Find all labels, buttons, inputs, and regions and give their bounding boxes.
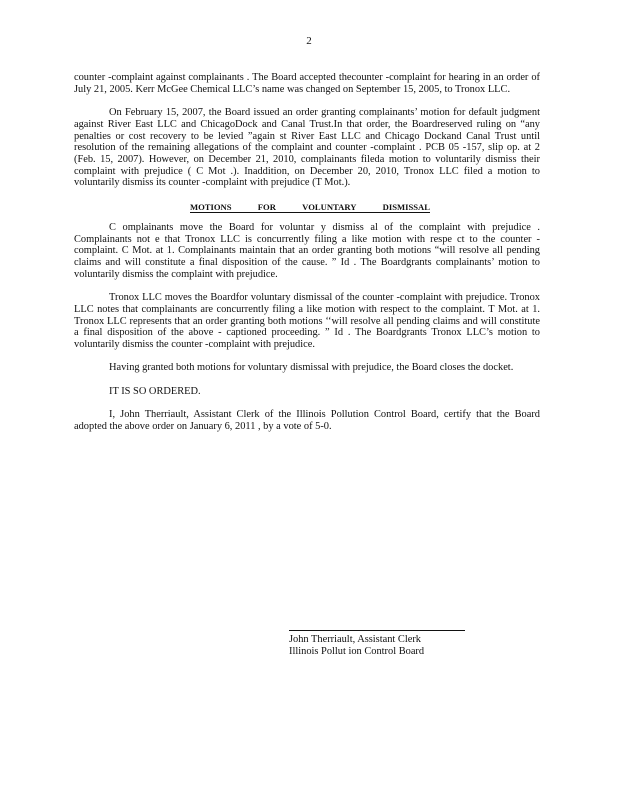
page-number: 2 <box>306 35 312 47</box>
section-heading-voluntary-dismissal <box>190 202 430 213</box>
heading-word: DISMISSAL <box>382 202 430 213</box>
document-body <box>74 72 540 433</box>
paragraph-certification: I, John Therriault, Assistant Clerk of the Illinois Pollution Control Board, certify that the Board adopted the above order on January 6, 2011 , by a vote of 5-0. <box>74 409 540 432</box>
paragraph-counter-complaint: counter -complaint against complainants . The Board accepted thecounter -complaint for hearing in an order of July 21, 2005. Kerr McGee Chemical LLC’s name was changed on September 15, 2005, to Tronox LLC. <box>74 72 540 95</box>
paragraph-default-judgment: On February 15, 2007, the Board issued an order granting complainants’ motion for default judgment against River East LLC and ChicagoDock and Canal Trust.In that order, the Boardreserved ruling on “any penalties or cost recovery to be levied ”again st River East LLC and Chicago Dockand Canal Trust until resolution of the remaining allegations of the complaint and counter -complaint . PCB 05 -157, slip op. at 2 (Feb. 15, 2007). However, on December 21, 2010, complainants fileda motion to voluntarily dismiss their complaint with prejudice ( C Mot .). Inaddition, on December 20, 2010, Tronox LLC filed a motion to voluntarily dismiss its counter -complaint with prejudice (T Mot.). <box>74 107 540 189</box>
paragraph-complainants-motion: C omplainants move the Board for voluntar y dismiss al of the complaint with prejudice . Complainants not e that Tronox LLC is concurrently filing a like motion with respe ct to the counter -complaint. C Mot. at 1. Complainants maintain that an order granting both motions “will resolve all pending claims and will constitute a final disposition of the cause. ” Id . The Boardgrants complainants’ motion to voluntarily dismiss the complaint with prejudice. <box>74 222 540 280</box>
heading-word: VOLUNTARY <box>302 202 357 213</box>
signature-block <box>289 634 489 658</box>
signature-line <box>289 630 465 631</box>
heading-word: MOTIONS <box>190 202 232 213</box>
paragraph-so-ordered: IT IS SO ORDERED. <box>109 385 201 397</box>
paragraph-tronox-motion: Tronox LLC moves the Boardfor voluntary dismissal of the counter -complaint with prejudice. Tronox LLC notes that complainants are concurrently filing a like motion with respect to the complaint. T Mot. at 1. Tronox LLC represents that an order granting both motions ‘‘will resolve all pending claims and will constitute a final disposition of the above - captioned proceeding. ” Id . The Boardgrants Tronox LLC’s motion to voluntarily dismiss the counter -complaint with prejudice. <box>74 292 540 351</box>
heading-word: FOR <box>257 202 276 213</box>
paragraph-docket-closed: Having granted both motions for voluntary dismissal with prejudice, the Board closes the docket. <box>109 362 514 374</box>
signature-name: John Therriault, Assistant Clerk <box>289 634 421 645</box>
signature-organization: Illinois Pollut ion Control Board <box>289 646 425 657</box>
